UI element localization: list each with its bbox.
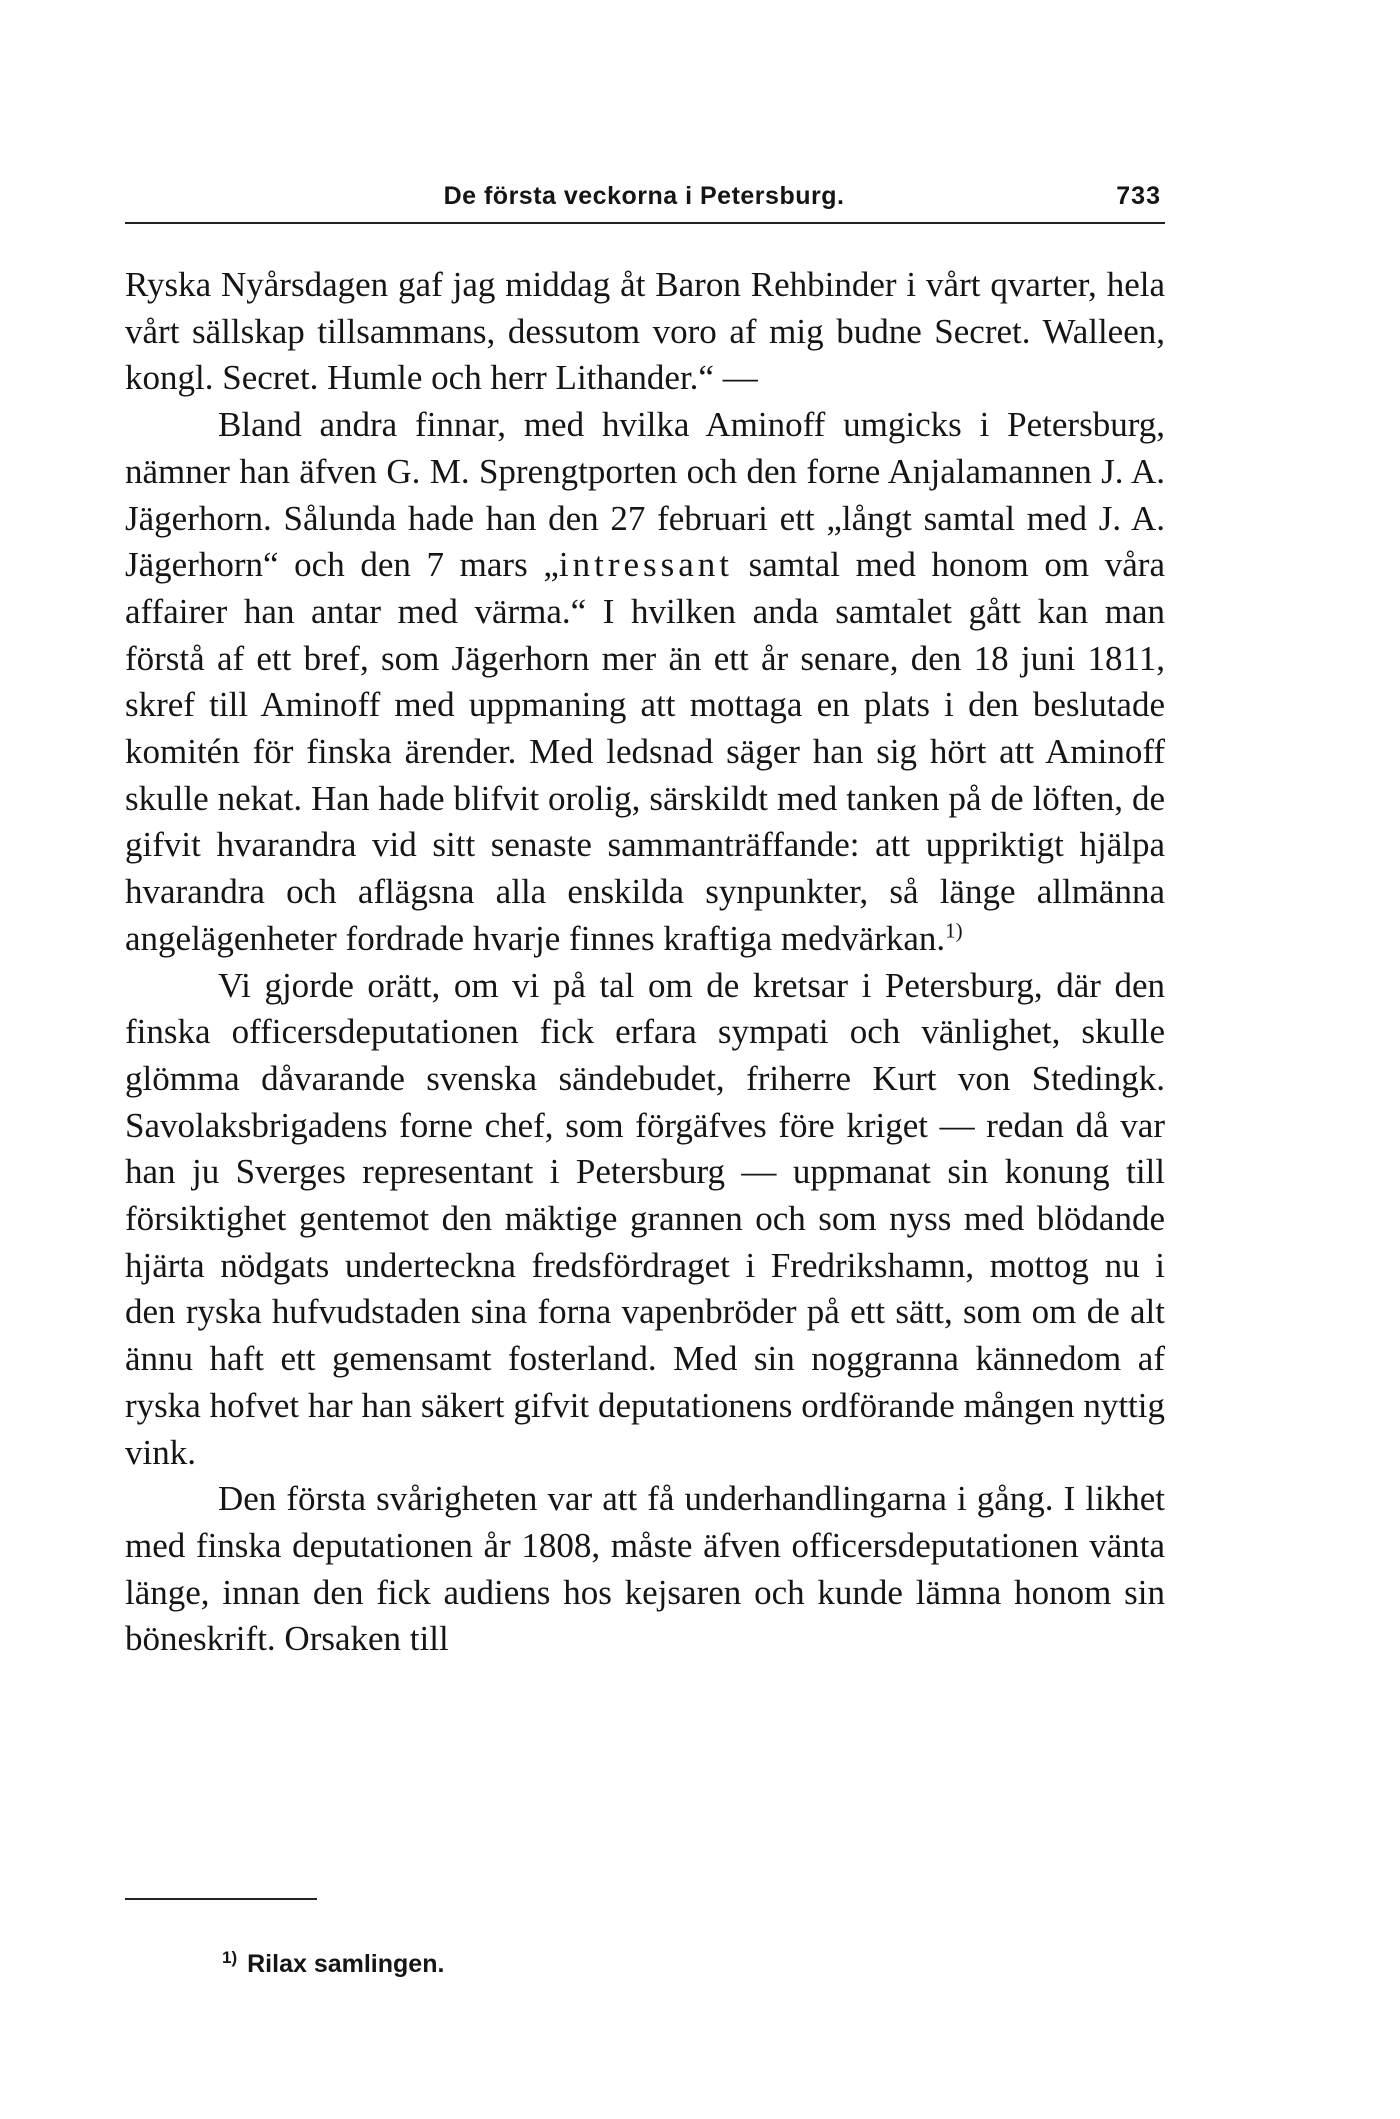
body-text bbox=[125, 262, 1165, 1663]
running-head bbox=[125, 176, 1163, 216]
page-number: 733 bbox=[1116, 182, 1161, 210]
footnote-text: Rilax samlingen. bbox=[247, 1950, 445, 1978]
header-rule bbox=[125, 222, 1165, 224]
footnote-rule bbox=[125, 1898, 317, 1900]
paragraph-2-part-b: samtal med honom om våra affairer han antar med värma.“ I hvilken anda samtalet gått kan man förstå af ett bref, som Jägerhorn mer än ett år senare, den 18 juni 1811, skref till Aminoff med uppmaning att mottaga en plats i den beslutade komitén för finska ärender. Med ledsnad säger han sig hört att Aminoff skulle nekat. Han hade blifvit orolig, särskildt med tanken på de löften, de gifvit hvarandra vid sitt senaste sammanträffande: att uppriktigt hjälpa hvarandra och aflägsna alla enskilda synpunkter, så länge allmänna angelägenheter fordrade hvarje finnes kraftiga medvärkan. bbox=[125, 545, 1165, 958]
paragraph-3: Vi gjorde orätt, om vi på tal om de kretsar i Petersburg, där den finska officersdeputationen fick erfara sympati och vänlighet, skulle glömma dåvarande svenska sändebudet, friherre Kurt von Stedingk. Savolaksbrigadens forne chef, som förgäfves före kriget — redan då var han ju Sverges representant i Petersburg — uppmanat sin konung till försiktighet gentemot den mäktige grannen och som nyss med blödande hjärta nödgats underteckna fredsfördraget i Fredrikshamn, mottog nu i den ryska hufvudstaden sina forna vapenbröder på ett sätt, som om de alt ännu haft ett gemensamt fosterland. Med sin noggranna kännedom af ryska hofvet har han säkert gifvit deputationens ordförande mången nyttig vink. bbox=[125, 965, 1165, 1472]
spaced-emphasis: intressant bbox=[558, 545, 734, 585]
paragraph-2-part-a: Bland andra finnar, med hvilka Aminoff umgicks i Petersburg, nämner han äfven G. M. Sprengtporten och den forne Anjalamannen J. A. Jägerhorn. Sålunda hade han den 27 februari ett „långt samtal med J. A. Jägerhorn“ och den 7 mars „ bbox=[125, 405, 1165, 585]
running-title: De första veckorna i Petersburg. bbox=[443, 182, 845, 210]
footnote-reference: 1) bbox=[945, 918, 963, 943]
paragraph-4: Den första svårigheten var att få underhandlingarna i gång. I likhet med finska deputationen år 1808, måste äfven officersdeputationen vänta länge, innan den fick audiens hos kejsaren och kunde lämna honom sin böneskrift. Orsaken till bbox=[125, 1479, 1165, 1659]
paragraph-2 bbox=[125, 402, 1165, 962]
footnote bbox=[222, 1944, 444, 1984]
footnote-mark: 1) bbox=[222, 1947, 238, 1967]
paragraph-1: Ryska Nyårsdagen gaf jag middag åt Baron Rehbinder i vårt qvarter, hela vårt sällskap tillsammans, dessutom voro af mig budne Secret. Walleen, kongl. Secret. Humle och herr Lithander.“ — bbox=[125, 265, 1165, 398]
